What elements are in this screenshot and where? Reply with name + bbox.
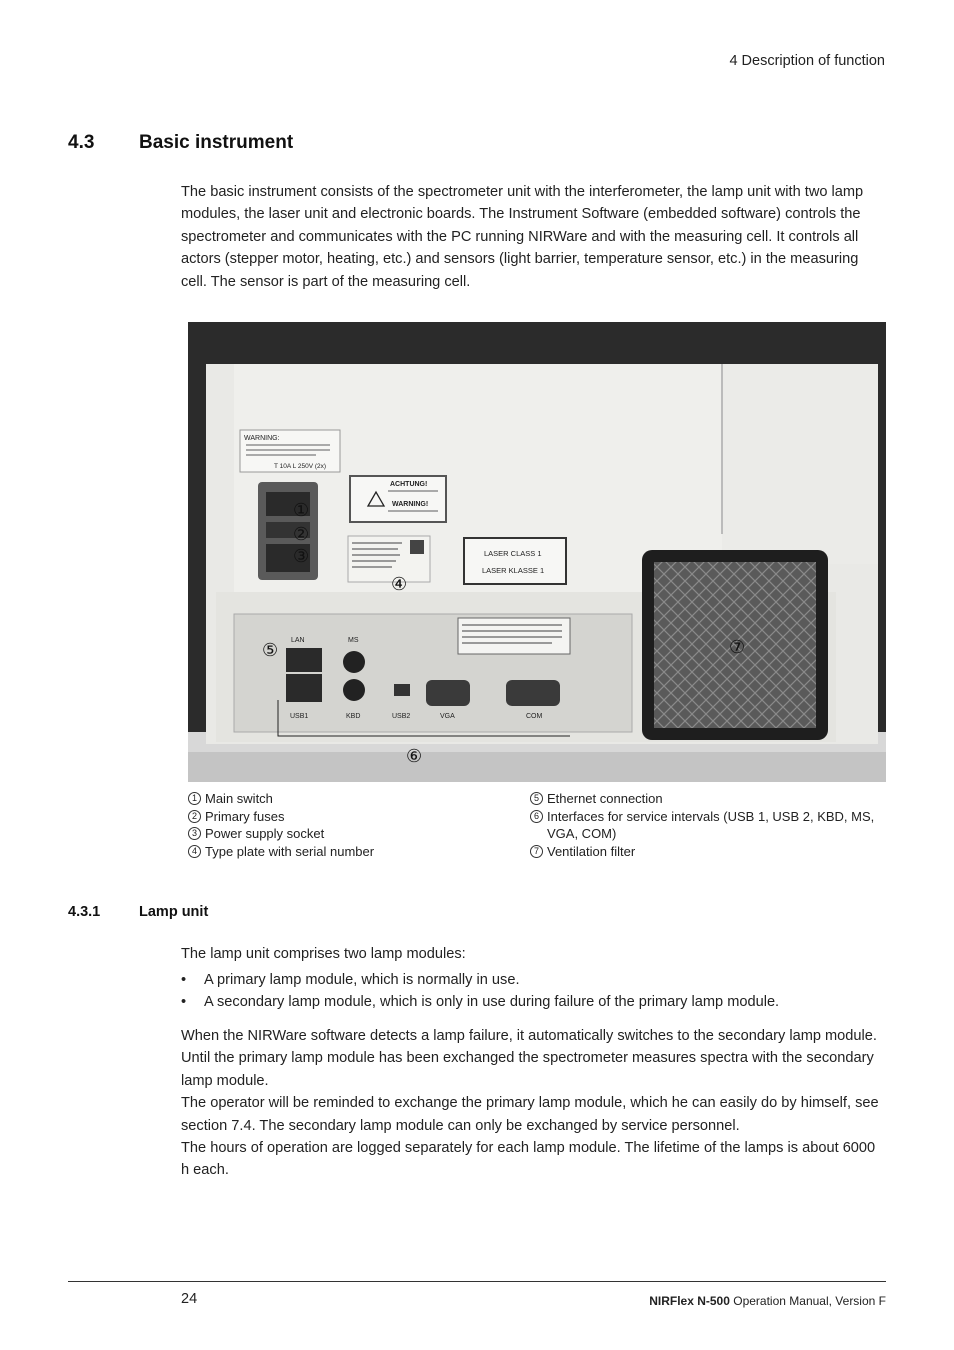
callout-6: ⑥ (406, 746, 423, 767)
legend-text: Primary fuses (205, 808, 285, 824)
port-label-kbd: KBD (346, 713, 361, 720)
callout-7: ⑦ (729, 637, 746, 658)
legend-number: 5 (530, 792, 543, 805)
bullet-marker: • (181, 994, 187, 1011)
running-header: 4 Description of function (729, 53, 885, 69)
legend-item (530, 843, 886, 861)
legend-item (188, 825, 508, 843)
legend-number: 4 (188, 845, 201, 858)
legend-number: 3 (188, 827, 201, 840)
port-label-com: COM (526, 713, 543, 720)
list-item (181, 969, 886, 991)
legend-item (188, 808, 508, 826)
legend-text: Interfaces for service intervals (USB 1, USB 2, KBD, MS, VGA, COM) (547, 808, 875, 842)
achtung-label: ACHTUNG! (390, 481, 428, 488)
legend-number: 6 (530, 810, 543, 823)
warning2-label: WARNING! (392, 501, 429, 508)
laser-label-2: LASER KLASSE 1 (482, 566, 545, 575)
footer-product: NIRFlex N-500 (649, 1294, 730, 1308)
section-number: 4.3 (68, 132, 95, 153)
warning-label-title: WARNING: (244, 435, 280, 442)
warning-label-fuse: T 10A L 250V (2x) (274, 463, 327, 470)
lamp-paragraph-line: The operator will be reminded to exchange the primary lamp module, which he can easily do by himself, see section 7.4. The secondary lamp module can only be exchanged by service personnel. (181, 1095, 879, 1134)
section-title: Basic instrument (139, 132, 294, 153)
subsection-title: Lamp unit (139, 904, 209, 920)
legend-text: Ventilation filter (547, 843, 636, 859)
callout-1: ① (293, 500, 310, 521)
callout-4: ④ (391, 574, 408, 595)
laser-label-1: LASER CLASS 1 (484, 549, 542, 558)
legend-text: Type plate with serial number (205, 843, 375, 859)
legend-text: Ethernet connection (547, 791, 663, 806)
callout-2: ② (293, 524, 310, 545)
intro-paragraph: The basic instrument consists of the spectrometer unit with the interferometer, the lamp unit with two lamp modules, the laser unit and electronic boards. The Instrument Software (embedded software) controls the spectrometer and communicates with the PC running NIRWare and with the measuring cell. It controls all actors (stepper motor, heating, etc.) and sensors (light barrier, temperature sensor, etc.) in the measuring cell. The sensor is part of the measuring cell. (181, 184, 864, 290)
lamp-paragraph-line: When the NIRWare software detects a lamp failure, it automatically switches to the secondary lamp module. Until the primary lamp module has been exchanged the spectrometer measures spectra with the secondary lamp module. (181, 1028, 877, 1089)
port-label-ms: MS (348, 637, 359, 644)
legend-right (530, 790, 886, 860)
footer-title (500, 1294, 886, 1308)
legend-number: 7 (530, 845, 543, 858)
port-label-lan: LAN (291, 637, 305, 644)
port-label-usb2: USB2 (392, 713, 411, 720)
lamp-intro: The lamp unit comprises two lamp modules: (181, 946, 466, 962)
bullet-list (181, 969, 886, 1014)
bullet-text: A primary lamp module, which is normally in use. (204, 972, 520, 988)
legend-text: Main switch (205, 791, 273, 806)
subsection-number: 4.3.1 (68, 904, 101, 920)
footer-divider (68, 1281, 886, 1282)
legend-item (530, 808, 886, 843)
footer-manual: Operation Manual, Version F (729, 1294, 886, 1308)
legend-number: 1 (188, 792, 201, 805)
callout-5: ⑤ (262, 640, 279, 661)
lamp-paragraph (181, 1025, 886, 1182)
legend-item (188, 790, 508, 808)
list-item (181, 991, 886, 1013)
legend-item (530, 790, 886, 808)
legend-text: Power supply socket (205, 826, 325, 842)
port-label-vga: VGA (440, 713, 455, 720)
bullet-marker: • (181, 972, 187, 988)
page-number: 24 (181, 1291, 198, 1307)
legend-left (188, 790, 508, 860)
callout-3: ③ (293, 546, 310, 567)
bullet-text: A secondary lamp module, which is only in use during failure of the primary lamp module. (204, 994, 780, 1011)
legend-item (188, 843, 508, 861)
port-label-usb1: USB1 (290, 713, 309, 720)
lamp-paragraph-line: The hours of operation are logged separately for each lamp module. The lifetime of the lamps is about 6000 h each. (181, 1140, 876, 1179)
instrument-photo (188, 322, 886, 782)
legend-number: 2 (188, 810, 201, 823)
